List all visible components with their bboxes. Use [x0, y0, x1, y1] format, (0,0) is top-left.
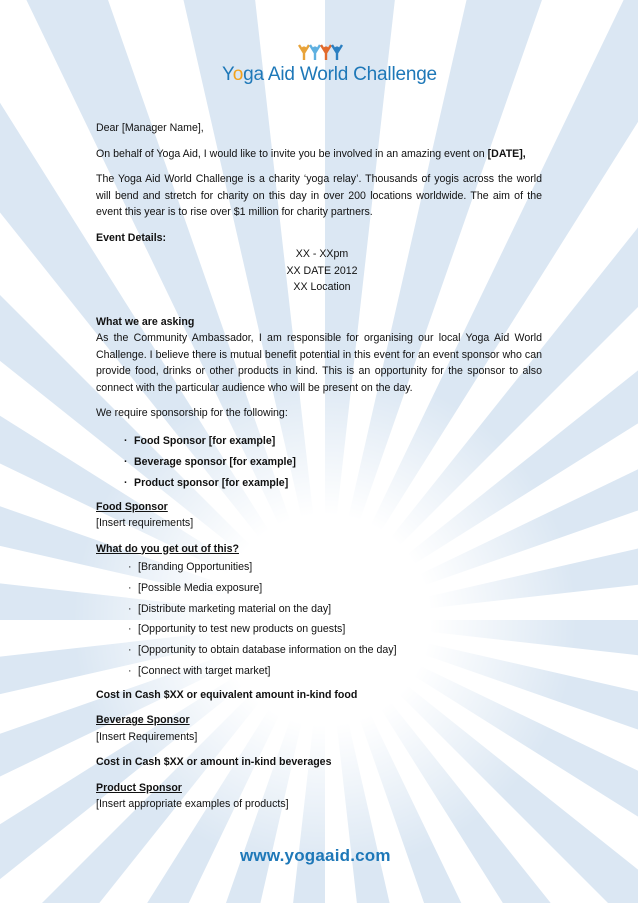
letter-body	[96, 120, 542, 813]
asking-paragraph: As the Community Ambassador, I am responsible for organising our local Yoga Aid World Challenge. I believe there is mutual benefit potential in this event for an event sponsor who can provide food, drinks or other products in kind. This is an opportunity for the sponsor to also connect with the particular audience who will be present on the day.	[96, 332, 542, 394]
yoga-figures-icon	[298, 44, 344, 64]
intro-paragraph: On behalf of Yoga Aid, I would like to invite you be involved in an amazing event on [DATE],	[96, 147, 526, 160]
list-item: · Product sponsor [for example]	[124, 476, 289, 489]
logo-wordmark: Yoga Aid World Challenge	[222, 64, 437, 85]
product-sponsor-heading: Product Sponsor	[96, 781, 182, 794]
beverage-requirements: [Insert Requirements]	[96, 730, 198, 743]
list-item: · [Possible Media exposure]	[128, 581, 263, 594]
list-item: · [Branding Opportunities]	[128, 561, 253, 573]
salutation: Dear [Manager Name],	[96, 122, 204, 134]
yoga-aid-logo	[222, 44, 437, 90]
event-time: XX - XXpm	[295, 248, 349, 260]
sponsor-type-list	[96, 431, 542, 494]
benefits-list	[96, 557, 542, 682]
food-cost: Cost in Cash $XX or equivalent amount in-kind food	[96, 688, 358, 701]
charity-paragraph: The Yoga Aid World Challenge is a charity ‘yoga relay’. Thousands of yogis across the world will bend and stretch for charity on this day in over 200 locations worldwide. The aim of the event this year is to rise over $1 million for charity partners.	[96, 173, 542, 218]
list-item: · Food Sponsor [for example]	[124, 434, 276, 447]
food-sponsor-heading: Food Sponsor	[96, 500, 168, 513]
list-item: · [Distribute marketing material on the day]	[128, 602, 332, 615]
list-item: · Beverage sponsor [for example]	[124, 455, 296, 468]
asking-heading: What we are asking	[96, 315, 195, 328]
event-location: XX Location	[293, 281, 351, 293]
benefits-heading: What do you get out of this?	[96, 542, 239, 555]
product-requirements: [Insert appropriate examples of products]	[96, 798, 289, 811]
list-item: · [Connect with target market]	[128, 664, 271, 677]
event-date: XX DATE 2012	[286, 264, 358, 277]
beverage-sponsor-heading: Beverage Sponsor	[96, 714, 190, 727]
event-details-heading: Event Details:	[96, 231, 167, 244]
food-requirements: [Insert requirements]	[96, 517, 194, 529]
list-item: · [Opportunity to obtain database information on the day]	[128, 644, 397, 657]
require-text: We require sponsorship for the following:	[96, 407, 288, 419]
website-url: www.yogaaid.com	[240, 846, 391, 865]
list-item: · [Opportunity to test new products on guests]	[128, 623, 346, 636]
intro-date: [DATE],	[487, 147, 526, 160]
beverage-cost: Cost in Cash $XX or amount in-kind beverages	[96, 756, 332, 769]
